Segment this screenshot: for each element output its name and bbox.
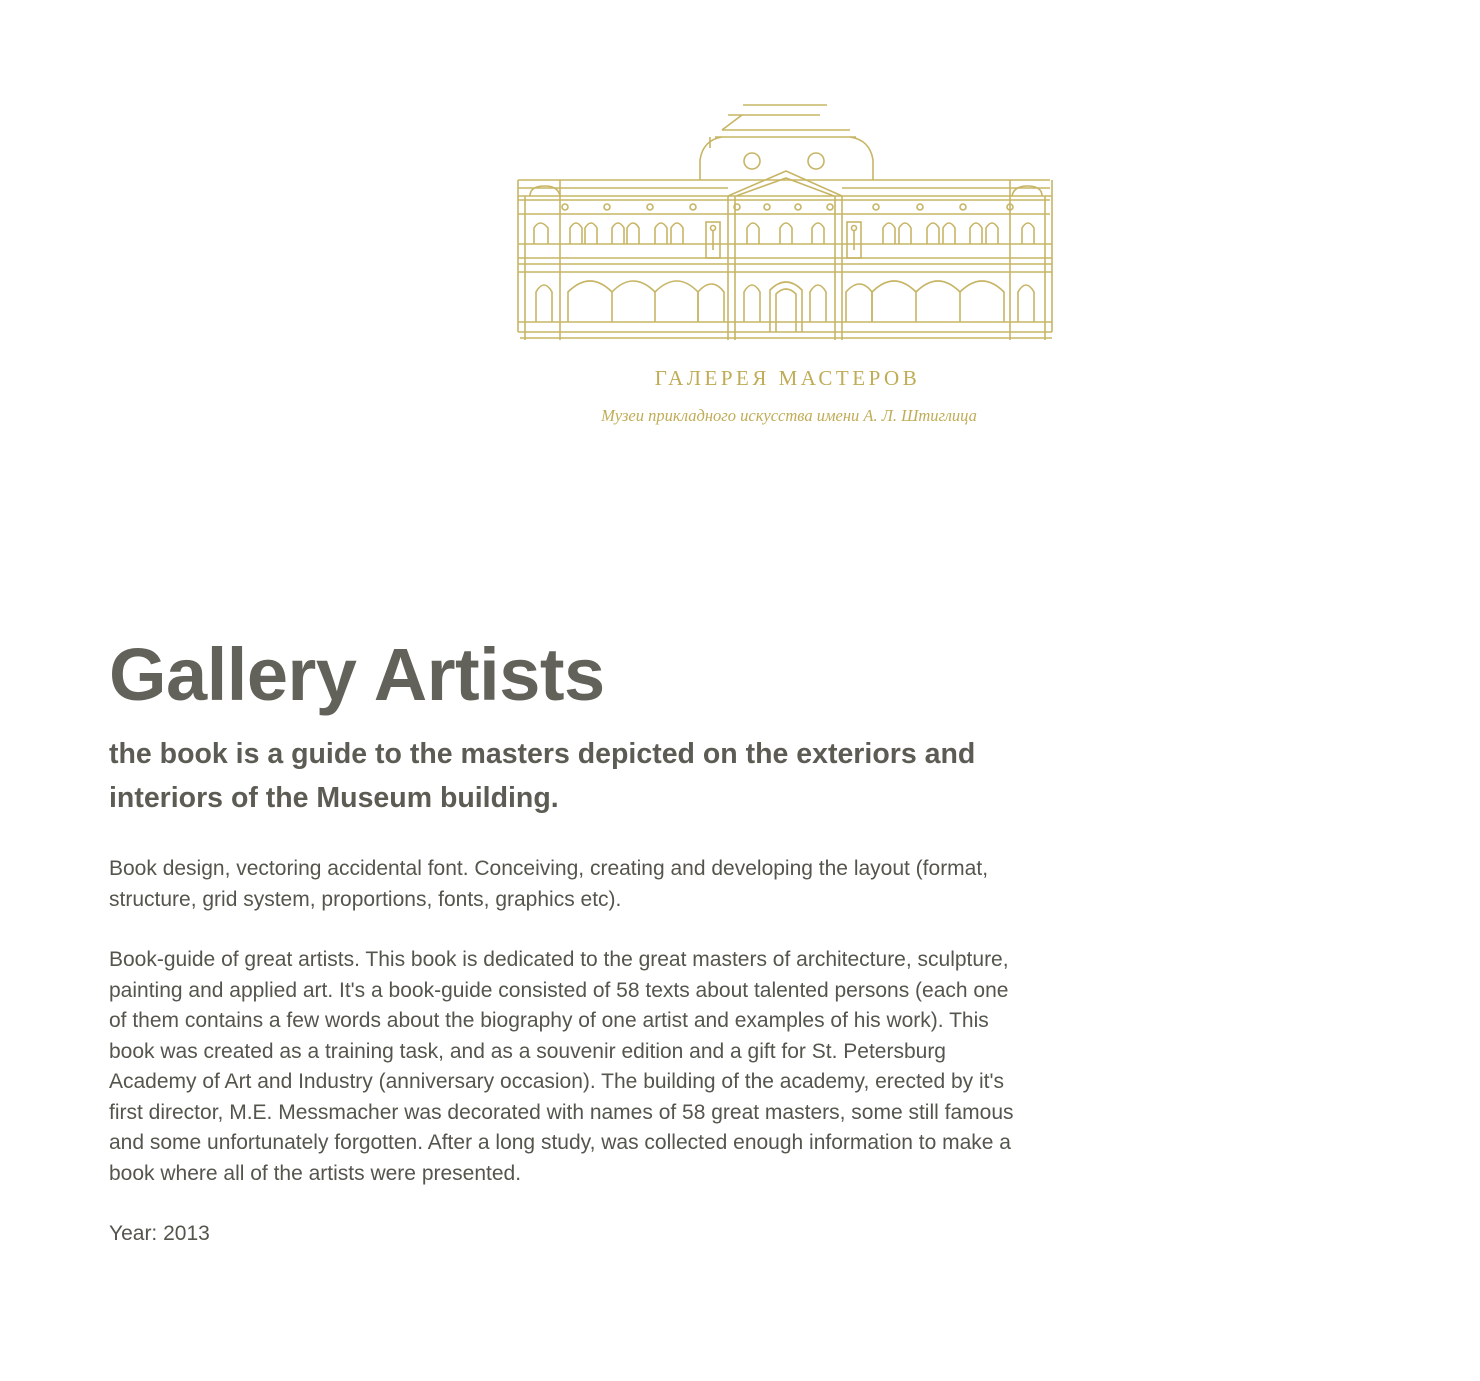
logo-block — [0, 0, 1480, 460]
logo-subtitle: Музеи прикладного искусства имени А. Л. Штиглица — [601, 406, 977, 425]
logo-title: ГАЛЕРЕЯ МАСТЕРОВ — [654, 366, 921, 390]
museum-building-icon — [515, 100, 1055, 345]
page-title: Gallery Artists — [109, 633, 605, 716]
year-text: Year: 2013 — [109, 1222, 210, 1245]
article — [109, 632, 1029, 1250]
page-subtitle: the book is a guide to the masters depicted on the exteriors and interiors of the Museum building. — [109, 738, 976, 814]
description-paragraph: Book design, vectoring accidental font. Conceiving, creating and developing the layout (format, structure, grid system, proportions, fonts, graphics etc). — [109, 857, 989, 911]
body-paragraph: Book-guide of great artists. This book is dedicated to the great masters of architecture, sculpture, painting and applied art. It's a book-guide consisted of 58 texts about talented persons (each one of them contains a few words about the biography of one artist and examples of his work). This book was created as a training task, and as a souvenir edition and a gift for St. Petersburg Academy of Art and Industry (anniversary occasion). The building of the academy, erected by it's first director, M.E. Messmacher was decorated with names of 58 great masters, some still famous and some unfortunately forgotten. After a long study, was collected enough information to make a book where all of the artists were presented. — [109, 948, 1014, 1185]
